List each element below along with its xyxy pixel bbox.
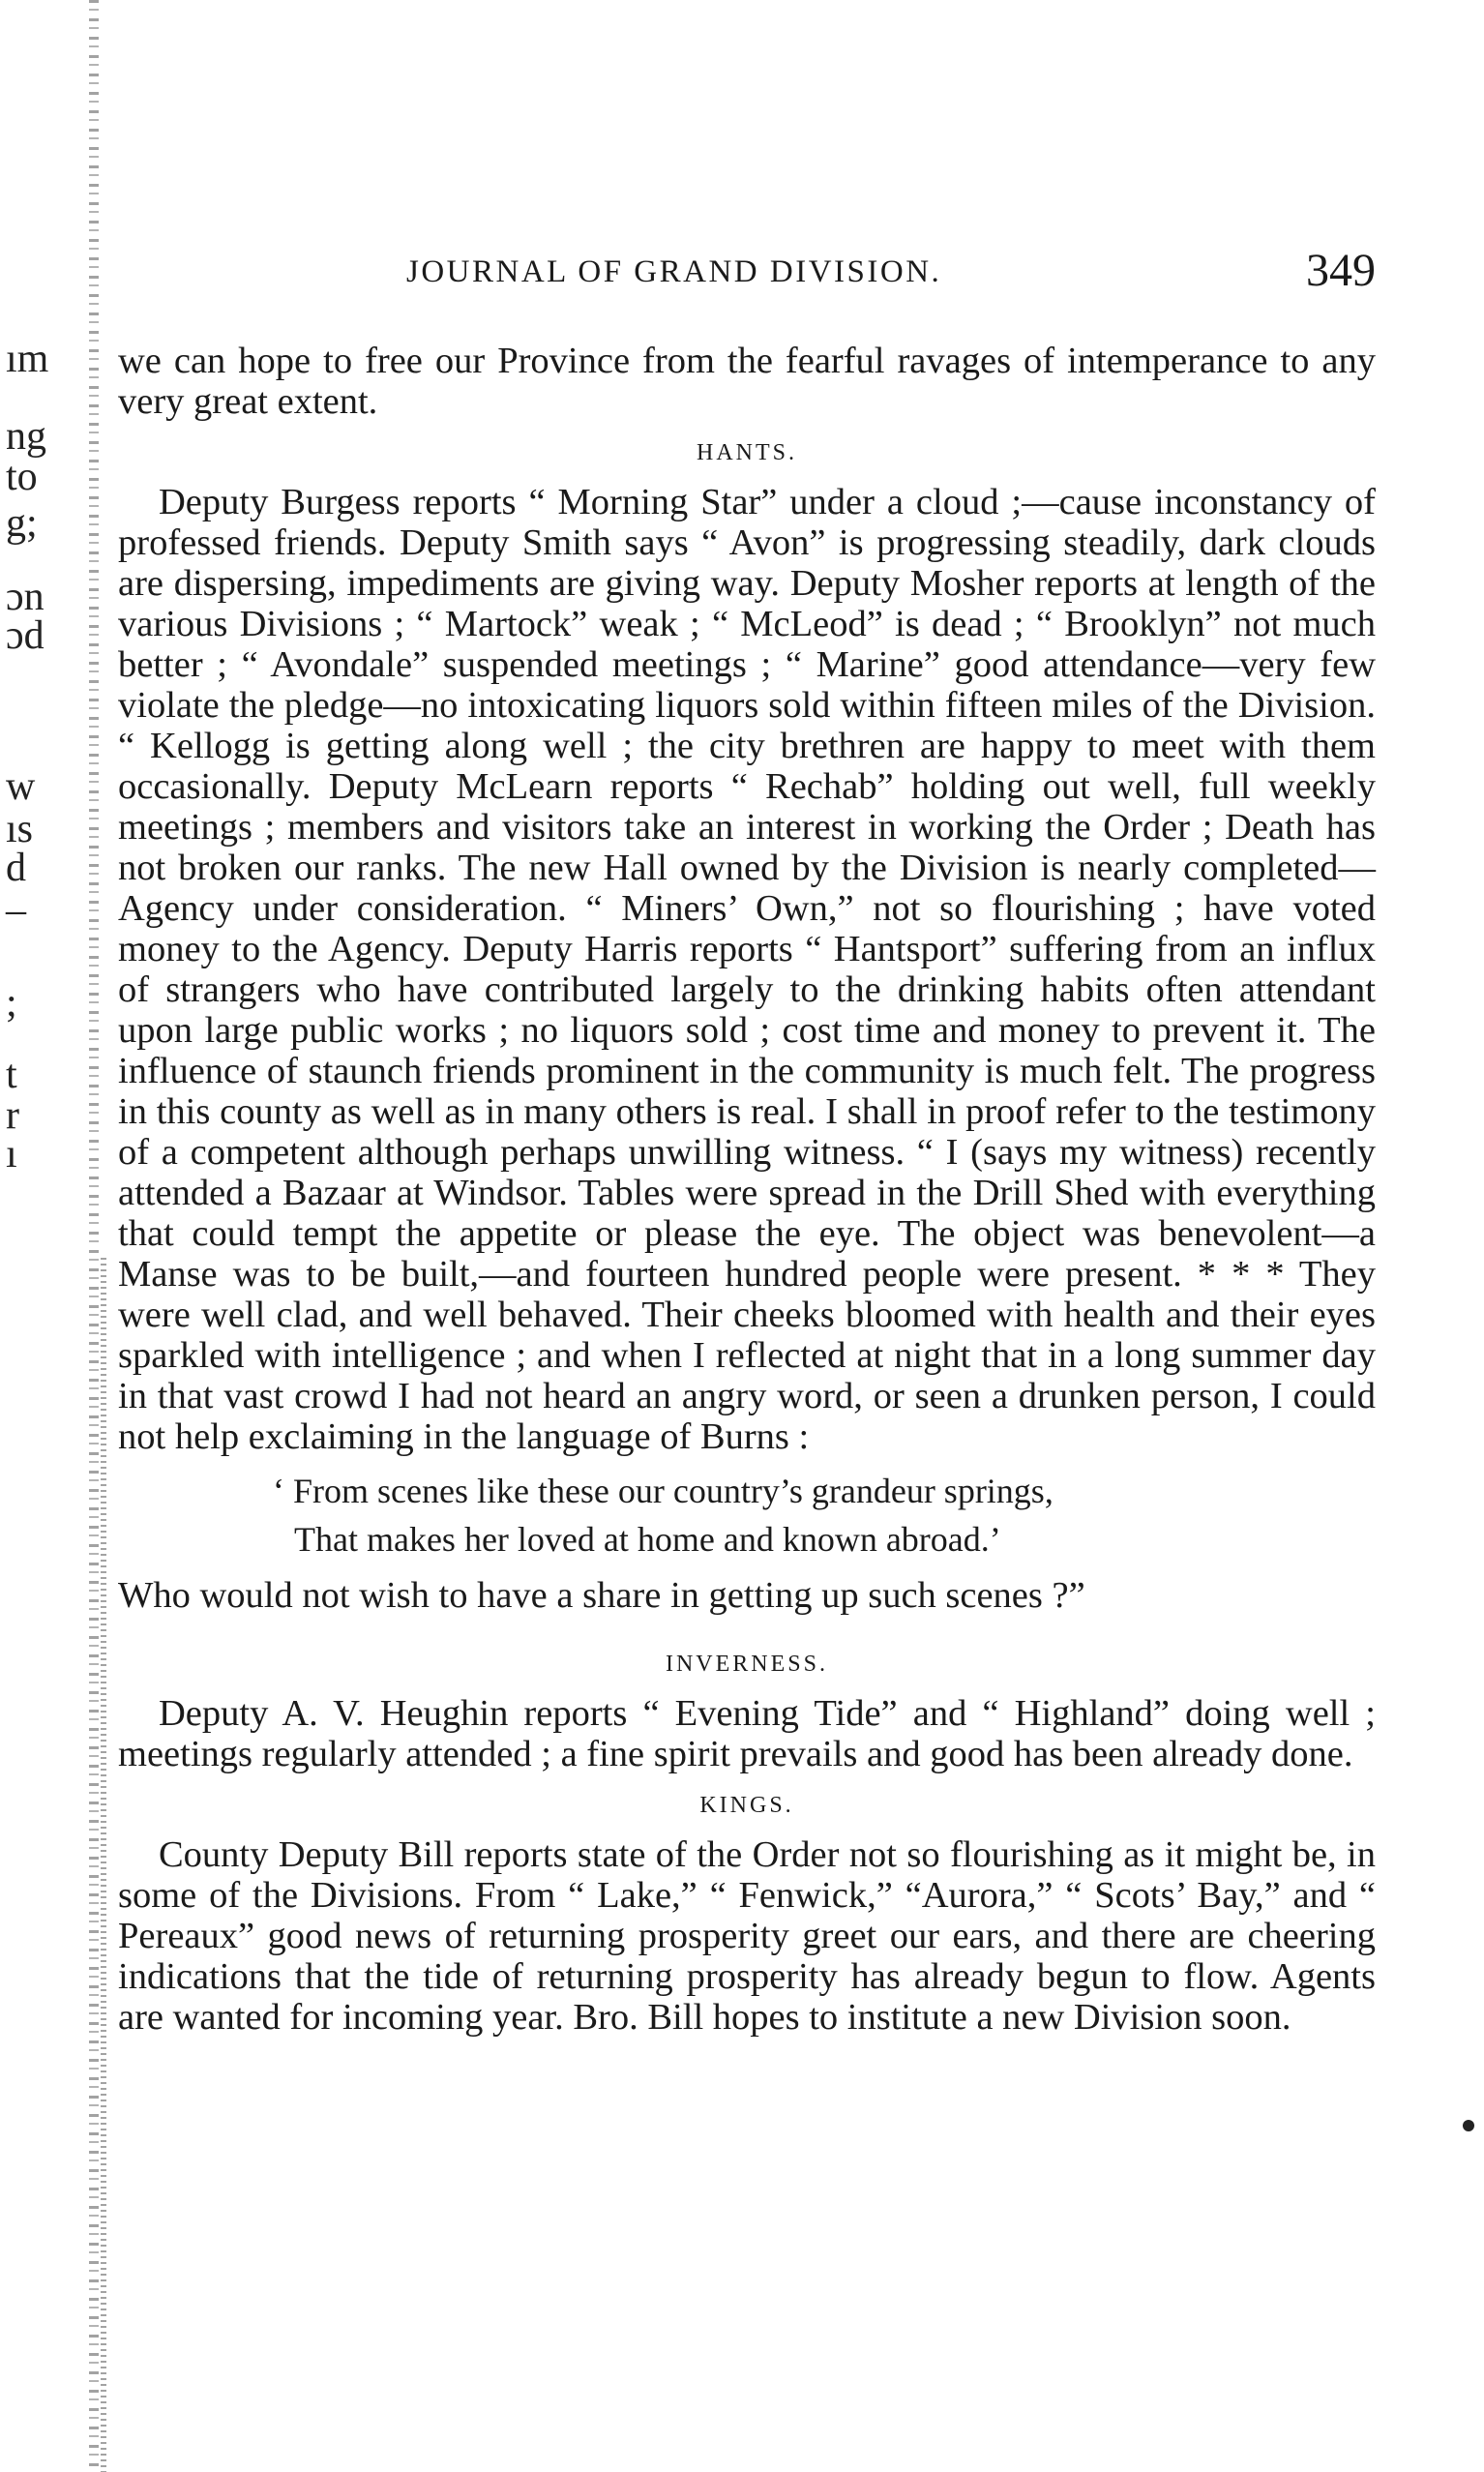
gutter-fragment: t xyxy=(6,1053,17,1097)
section-heading-inverness: INVERNESS. xyxy=(665,1652,828,1677)
margin-dot xyxy=(1463,2120,1474,2131)
section-heading-kings: KINGS. xyxy=(699,1793,794,1818)
gutter-fragment: g; xyxy=(6,501,38,546)
gutter-fragment: ; xyxy=(6,981,17,1026)
binding-edge xyxy=(89,0,99,2472)
inverness-paragraph: Deputy A. V. Heughin reports “ Evening Tide” and “ Highland” doing well ; meetings regularly attended ; a fine spirit prevails and good has been already done. xyxy=(118,1693,1376,1774)
page-body xyxy=(118,341,1376,2038)
binding-edge-shadow xyxy=(101,1258,106,2472)
gutter-fragment: ng xyxy=(6,414,46,459)
page-header xyxy=(118,245,1376,306)
section-heading-hants: HANTS. xyxy=(696,440,797,465)
gutter-fragment: ıs xyxy=(6,807,34,851)
gutter-fragment: d xyxy=(6,846,26,890)
gutter-fragment: w xyxy=(6,764,36,809)
gutter-fragment: r xyxy=(6,1093,19,1138)
gutter-fragment: ım xyxy=(6,337,49,381)
gutter-fragment: – xyxy=(6,888,26,933)
gutter-fragment: ɔn xyxy=(6,575,45,619)
kings-paragraph: County Deputy Bill reports state of the Order not so flourishing as it might be, in some of the Divisions. From “ Lake,” “ Fenwick,” “Aurora,” “ Scots’ Bay,” and “ Pereaux” good news of returning prosperity greet our ears, and there are cheering indications that the tide of returning prosperity has already begun to flow. Agents are wanted for incoming year. Bro. Bill hopes to institute a new Division soon. xyxy=(118,1834,1376,2038)
burns-quotation xyxy=(273,1467,1376,1564)
gutter-fragment: ɔd xyxy=(6,613,45,658)
hants-closing-line: Who would not wish to have a share in getting up such scenes ?” xyxy=(118,1575,1085,1616)
intro-paragraph: we can hope to free our Province from the fearful ravages of intemperance to any very great extent. xyxy=(118,341,1376,422)
page-number: 349 xyxy=(1306,245,1376,296)
quote-line-2: That makes her loved at home and known abroad.’ xyxy=(294,1520,1001,1559)
running-title: JOURNAL OF GRAND DIVISION. xyxy=(406,254,942,289)
hants-paragraph: Deputy Burgess reports “ Morning Star” under a cloud ;—cause inconstancy of professed friends. Deputy Smith says “ Avon” is progressing steadily, dark clouds are dispersing, impediments are giving way. Deputy Mosher reports at length of the various Divisions ; “ Martock” weak ; “ McLeod” is dead ; “ Brooklyn” not much better ; “ Avondale” suspended meetings ; “ Marine” good attendance—very few violate the pledge—no intoxicating liquors sold within fifteen miles of the Division. “ Kellogg is getting along well ; the city brethren are happy to meet with them occasionally. Deputy McLearn reports “ Rechab” holding out well, full weekly meetings ; members and visitors take an interest in working the Order ; Death has not broken our ranks. The new Hall owned by the Division is nearly completed—Agency under consideration. “ Miners’ Own,” not so flourishing ; have voted money to the Agency. Deputy Harris reports “ Hantsport” suffering from an influx of strangers who have contributed largely to the drinking habits often attendant upon large public works ; no liquors sold ; cost time and money to prevent it. The influence of staunch friends prominent in the community is much felt. The progress in this county as well as in many others is real. I shall in proof refer to the testimony of a competent although perhaps unwilling witness. “ I (says my witness) recently attended a Bazaar at Windsor. Tables were spread in the Drill Shed with everything that could tempt the appetite or please the eye. The object was benevolent—a Manse was to be built,—and fourteen hundred people were present. * * * They were well clad, and well behaved. Their cheeks bloomed with health and their eyes sparkled with intelligence ; and when I reflected at night that in a long summer day in that vast crowd I had not heard an angry word, or seen a drunken person, I could not help exclaiming in the language of Burns : xyxy=(118,482,1376,1457)
gutter-fragment: ı xyxy=(6,1132,17,1176)
gutter-fragment: to xyxy=(6,455,38,499)
left-margin-bleed xyxy=(0,0,68,2472)
quote-line-1: ‘ From scenes like these our country’s grandeur springs, xyxy=(273,1472,1054,1510)
